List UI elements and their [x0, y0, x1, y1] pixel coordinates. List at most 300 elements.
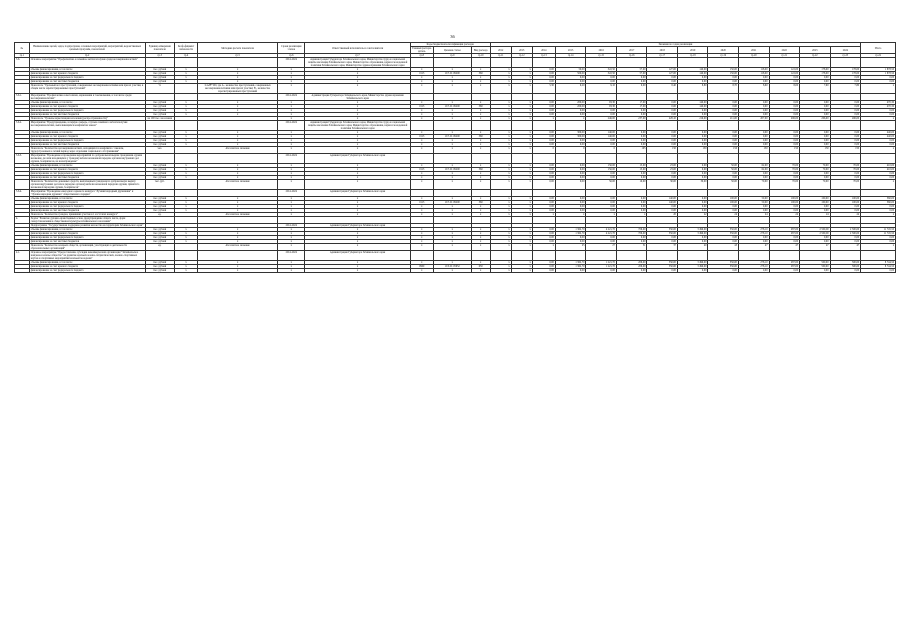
row-year-value: x: [616, 213, 647, 217]
row-year-value: 1 362,70: [555, 228, 586, 232]
row-year-value: [586, 217, 617, 224]
row-budget-gr: 0113: [410, 135, 433, 139]
row-coef: [174, 58, 197, 68]
row-year-value: 0,00: [532, 269, 555, 273]
row-year-value: 0,00: [532, 101, 555, 105]
row-year-value: 70,00: [769, 180, 800, 190]
row-year-value: 50,00: [738, 197, 769, 201]
row-budget-vr: x: [471, 143, 490, 147]
row-year-value: [800, 121, 831, 131]
row-unit: тыс. рублей: [145, 240, 174, 244]
row-year-value: 0,00: [616, 139, 647, 143]
row-budget-cs: [433, 94, 471, 101]
row-year-value: [830, 94, 861, 101]
row-year-value: 0,00: [532, 205, 555, 209]
row-year-value: 0,00: [647, 209, 678, 213]
row-year-value: 0,00: [555, 205, 586, 209]
row-year-value: [511, 58, 532, 68]
row-year-value: 322,50: [586, 68, 617, 72]
row-year-value: [800, 94, 831, 101]
row-year-value: [532, 121, 555, 131]
row-year-value: 500,00: [830, 265, 861, 269]
row-period: x: [278, 228, 305, 232]
row-year-value: 62,00: [738, 168, 769, 172]
row-year-value: 0,00: [532, 201, 555, 205]
row-year-value: 0,00: [586, 236, 617, 240]
row-year-value: 207,00: [738, 117, 769, 121]
row-executor: Администрация Губернатора Забайкальского края, Министерство здравоохранения Забайкальского края: [305, 94, 410, 101]
row-unit: тыс. рублей: [145, 164, 174, 168]
row-budget-gr: x: [410, 205, 433, 209]
column-number: гр.5: [198, 54, 278, 58]
row-year-value: 0,00: [647, 143, 678, 147]
table-row: [15, 121, 896, 131]
row-method: x: [198, 236, 278, 240]
row-year-value: 50,00: [738, 201, 769, 205]
row-year-value: 0,00: [586, 113, 617, 117]
row-year-value: 0,00: [830, 139, 861, 143]
row-coef: x: [174, 232, 197, 236]
row-year-value: 0,00: [616, 80, 647, 84]
row-year-value: [738, 154, 769, 164]
row-year-value: 0,00: [555, 197, 586, 201]
row-year-value: 3 499,00: [677, 228, 708, 232]
row-budget-vr: x: [471, 228, 490, 232]
row-number: [15, 244, 30, 251]
row-year-value: 0,00: [647, 80, 678, 84]
row-year-value: 0,00: [708, 80, 739, 84]
row-unit: тыс. рублей: [145, 135, 174, 139]
row-year-value: 2 500,00: [800, 228, 831, 232]
row-total: 0,00: [861, 236, 896, 240]
row-year-value: 350,00: [708, 265, 739, 269]
row-budget-cs: x: [433, 197, 471, 201]
row-year-value: 0,00: [708, 172, 739, 176]
row-budget-vr: x: [471, 84, 490, 94]
column-number: гр.21: [769, 54, 800, 58]
row-year-value: 140,00: [586, 135, 617, 139]
row-name: Основное мероприятие "Профилактика и семейное неблагополучие среди несовершеннолетних": [29, 58, 145, 68]
column-number: гр.1: [15, 54, 30, 58]
row-total: x: [861, 213, 896, 217]
row-executor: [305, 217, 410, 224]
row-year-value: 0,00: [677, 201, 708, 205]
row-year-value: 500,00: [830, 261, 861, 265]
row-year-value: 0,00: [738, 135, 769, 139]
row-budget-vr: [471, 190, 490, 197]
year-header: 2021: [738, 47, 769, 54]
row-year-value: 93,30: [586, 101, 617, 105]
row-year-value: 50,00: [586, 180, 617, 190]
row-name: финансирование за счет федерального бюджета: [29, 269, 145, 273]
row-executor: x: [305, 228, 410, 232]
row-year-value: 0,00: [708, 105, 739, 109]
row-year-value: [616, 190, 647, 197]
row-year-value: 0,00: [738, 269, 769, 273]
row-total: 8 744,50: [861, 265, 896, 269]
row-year-value: 0,00: [769, 205, 800, 209]
row-period: x: [278, 244, 305, 251]
row-year-value: 0,00: [769, 105, 800, 109]
row-method: [198, 190, 278, 197]
row-coef: x: [174, 101, 197, 105]
row-name: финансирование за счет краевого бюджета: [29, 265, 145, 269]
row-year-value: x: [490, 135, 511, 139]
row-budget-gr: [410, 121, 433, 131]
row-year-value: x: [511, 240, 532, 244]
row-year-value: 0,00: [616, 109, 647, 113]
row-year-value: 0,00: [800, 109, 831, 113]
row-total: 11 745,50: [861, 228, 896, 232]
row-executor: x: [305, 269, 410, 273]
row-year-value: [708, 251, 739, 261]
row-year-value: [647, 251, 678, 261]
row-year-value: [800, 217, 831, 224]
row-year-value: x: [490, 209, 511, 213]
row-year-value: [511, 121, 532, 131]
row-executor: x: [305, 84, 410, 94]
row-year-value: 0,00: [738, 113, 769, 117]
row-year-value: 706,00: [616, 232, 647, 236]
row-year-value: 47: [830, 244, 861, 251]
row-year-value: 178,00: [830, 72, 861, 76]
row-budget-vr: [471, 58, 490, 68]
row-unit: ед.: [145, 213, 174, 217]
row-year-value: 70,00: [800, 180, 831, 190]
row-coef: [174, 190, 197, 197]
row-method: x: [198, 269, 278, 273]
row-budget-vr: 360: [471, 168, 490, 172]
row-year-value: [708, 94, 739, 101]
row-year-value: 30,00: [677, 180, 708, 190]
row-year-value: x: [511, 244, 532, 251]
row-year-value: 0,00: [830, 143, 861, 147]
row-coef: x: [174, 109, 197, 113]
row-year-value: 0,00: [769, 76, 800, 80]
row-period: [278, 217, 305, 224]
row-period: x: [278, 168, 305, 172]
row-year-value: [490, 121, 511, 131]
row-coef: x: [174, 261, 197, 265]
row-total: 0,00: [861, 205, 896, 209]
row-year-value: 278,10: [738, 261, 769, 265]
row-budget-vr: 360: [471, 201, 490, 205]
row-budget-gr: x: [410, 143, 433, 147]
row-year-value: 0,00: [830, 172, 861, 176]
row-number: [15, 180, 30, 190]
row-year-value: 93,30: [586, 105, 617, 109]
row-coef: x: [174, 105, 197, 109]
row-year-value: [647, 94, 678, 101]
row-unit: тыс. рублей: [145, 131, 174, 135]
row-coef: x: [174, 143, 197, 147]
row-coef: x: [174, 197, 197, 201]
row-year-value: 0,00: [532, 80, 555, 84]
row-year-value: [769, 217, 800, 224]
row-year-value: 0,00: [800, 131, 831, 135]
row-period: x: [278, 176, 305, 180]
row-budget-gr: x: [410, 213, 433, 217]
row-year-value: [738, 58, 769, 68]
row-total: x: [861, 117, 896, 121]
row-budget-vr: x: [471, 176, 490, 180]
row-year-value: x: [490, 168, 511, 172]
row-budget-gr: x: [410, 240, 433, 244]
row-total: 0,00: [861, 209, 896, 213]
row-executor: x: [305, 101, 410, 105]
row-unit: [145, 190, 174, 197]
row-year-value: 228,10: [647, 117, 678, 121]
row-year-value: 0,00: [586, 76, 617, 80]
row-budget-cs: x: [433, 213, 471, 217]
row-year-value: x: [490, 228, 511, 232]
row-year-value: [830, 154, 861, 164]
row-year-value: [616, 154, 647, 164]
row-year-value: 0,00: [616, 201, 647, 205]
row-year-value: 300,00: [555, 135, 586, 139]
row-year-value: x: [511, 117, 532, 121]
row-year-value: 70,00: [830, 168, 861, 172]
row-year-value: [555, 94, 586, 101]
row-budget-gr: x: [410, 244, 433, 251]
row-total: [861, 190, 896, 197]
row-period: x: [278, 172, 305, 176]
row-budget-vr: x: [471, 76, 490, 80]
row-year-value: 150: [769, 147, 800, 154]
row-budget-gr: x: [410, 164, 433, 168]
table-row: [15, 84, 896, 94]
row-period: x: [278, 84, 305, 94]
row-method: x: [198, 164, 278, 168]
row-total: 1 878,50: [861, 72, 896, 76]
row-number: 4.1.: [15, 251, 30, 261]
row-year-value: 0,00: [555, 236, 586, 240]
row-year-value: x: [511, 172, 532, 176]
row-year-value: [490, 251, 511, 261]
row-number: [15, 147, 30, 154]
col-method-header: Методика расчета показателя: [198, 43, 278, 54]
row-year-value: x: [490, 172, 511, 176]
row-year-value: 0,00: [677, 131, 708, 135]
row-name: финансирование за счет федерального бюджета: [29, 139, 145, 143]
row-year-value: 1 362,70: [555, 265, 586, 269]
row-year-value: 287,00: [769, 261, 800, 265]
row-total: x: [861, 180, 896, 190]
row-year-value: 0,00: [708, 113, 739, 117]
row-total: 440,00: [861, 131, 896, 135]
row-executor: x: [305, 117, 410, 121]
row-year-value: [647, 58, 678, 68]
row-year-value: x: [490, 113, 511, 117]
row-period: x: [278, 80, 305, 84]
row-number: 3.6.: [15, 58, 30, 68]
row-year-value: 0,00: [708, 101, 739, 105]
row-total: [861, 121, 896, 131]
row-year-value: 0,00: [555, 139, 586, 143]
row-name: Показатель "Количество денежных средств, выплаченных гражданам за добровольную выдачу органам внутренних дел или к передаче органам) мебели незаконной передачи оружия, принятого незаконной передачи оружия, боеприпасов": [29, 180, 145, 190]
row-year-value: 150,00: [708, 68, 739, 72]
row-executor: x: [305, 72, 410, 76]
row-coef: x: [174, 164, 197, 168]
row-method: x: [198, 80, 278, 84]
row-year-value: [647, 190, 678, 197]
row-year-value: x: [490, 261, 511, 265]
row-period: x: [278, 261, 305, 265]
row-period: x: [278, 240, 305, 244]
row-method: x: [198, 105, 278, 109]
row-year-value: [555, 154, 586, 164]
row-year-value: 0,00: [647, 131, 678, 135]
row-name: Мероприятие "Предупреждение, в первую очередь, случаев семейного неблагополучия несовершеннолетних, выполняющихся конфликтом закона": [29, 121, 145, 131]
row-year-value: 0,00: [555, 164, 586, 168]
row-unit: ед.: [145, 244, 174, 251]
program-table: [14, 42, 896, 273]
row-budget-vr: x: [471, 209, 490, 213]
row-year-value: [769, 251, 800, 261]
column-number: гр.19: [708, 54, 739, 58]
row-year-value: x: [586, 213, 617, 217]
col-period-header: Сроки реализации этапов: [278, 43, 305, 54]
row-coef: x: [174, 176, 197, 180]
row-year-value: [511, 190, 532, 197]
row-year-value: x: [511, 197, 532, 201]
row-budget-gr: x: [410, 109, 433, 113]
row-executor: x: [305, 236, 410, 240]
row-year-value: 62,00: [738, 164, 769, 168]
budget-codes-header: Коды бюджетной классификации расходов: [410, 43, 490, 47]
row-year-value: 0,00: [800, 113, 831, 117]
row-year-value: x: [490, 68, 511, 72]
row-period: x: [278, 236, 305, 240]
row-year-value: 206,00: [616, 265, 647, 269]
row-year-value: 0,00: [677, 135, 708, 139]
row-budget-gr: x: [410, 147, 433, 154]
row-year-value: 0: [555, 147, 586, 154]
row-year-value: 122,00: [769, 72, 800, 76]
table-row: [15, 154, 896, 164]
row-year-value: 0,00: [830, 135, 861, 139]
row-year-value: 178,00: [830, 68, 861, 72]
row-coef: x: [174, 172, 197, 176]
row-budget-gr: [410, 217, 433, 224]
row-year-value: x: [511, 131, 532, 135]
row-budget-cs: x: [433, 84, 471, 94]
row-year-value: 278,10: [738, 228, 769, 232]
row-year-value: 0,00: [769, 113, 800, 117]
row-year-value: 9,10: [586, 84, 617, 94]
row-year-value: 15,00: [616, 164, 647, 168]
row-year-value: 8,70: [708, 84, 739, 94]
row-year-value: 0,00: [532, 209, 555, 213]
row-total: 410,00: [861, 168, 896, 172]
row-method: x: [198, 101, 278, 105]
row-budget-vr: x: [471, 213, 490, 217]
table-body: [15, 58, 896, 273]
row-total: 360,00: [861, 197, 896, 201]
row-budget-vr: x: [471, 113, 490, 117]
row-year-value: [708, 154, 739, 164]
row-year-value: 0,00: [586, 269, 617, 273]
row-executor: x: [305, 105, 410, 109]
row-unit: тыс. рублей: [145, 236, 174, 240]
row-year-value: [677, 190, 708, 197]
row-budget-vr: x: [471, 80, 490, 84]
row-budget-vr: x: [471, 240, 490, 244]
row-executor: x: [305, 232, 410, 236]
row-year-value: 0,00: [586, 172, 617, 176]
row-budget-cs: x: [433, 76, 471, 80]
row-year-value: 122,00: [769, 68, 800, 72]
row-year-value: [800, 58, 831, 68]
row-year-value: x: [490, 105, 511, 109]
row-budget-cs: x: [433, 209, 471, 213]
row-year-value: 0,00: [555, 80, 586, 84]
row-unit: тыс. рублей: [145, 261, 174, 265]
row-year-value: 0,00: [738, 105, 769, 109]
page-number: 36: [450, 34, 455, 39]
row-year-value: 0,00: [738, 176, 769, 180]
row-year-value: 206,00: [616, 261, 647, 265]
row-year-value: 0,00: [532, 139, 555, 143]
row-budget-gr: x: [410, 139, 433, 143]
row-year-value: 0,00: [532, 180, 555, 190]
row-year-value: x: [511, 80, 532, 84]
row-year-value: [586, 94, 617, 101]
row-period: x: [278, 205, 305, 209]
row-name: Показатель "Количество несовершеннолетних, находящихся в конфликте с законом, трудоустроенных в летний период через отделения социального обслуживания": [29, 147, 145, 154]
row-year-value: 0,00: [708, 236, 739, 240]
row-name: финансирование за счет местных бюджетов: [29, 176, 145, 180]
row-executor: x: [305, 213, 410, 217]
row-period: x: [278, 101, 305, 105]
column-number: гр.22: [800, 54, 831, 58]
row-year-value: [830, 190, 861, 197]
row-executor: Администрация Губернатора Забайкальского края, Министерство труда и социальной защиты населения Забайкальского края, Министерство образования, науки и молодежной политики Забайкальского края, Министерство здравоохранения Забайкальского края: [305, 58, 410, 68]
row-budget-gr: x: [410, 131, 433, 135]
row-budget-vr: x: [471, 261, 490, 265]
row-year-value: 0,00: [738, 101, 769, 105]
row-year-value: 0,00: [677, 139, 708, 143]
row-year-value: 30,00: [647, 180, 678, 190]
row-year-value: 322,50: [586, 72, 617, 76]
row-name: финансирование за счет федерального бюджета: [29, 172, 145, 176]
row-coef: x: [174, 113, 197, 117]
row-total: 0,00: [861, 76, 896, 80]
row-year-value: 0,00: [677, 197, 708, 201]
row-budget-cs: x: [433, 109, 471, 113]
row-year-value: x: [511, 68, 532, 72]
row-method: x: [198, 209, 278, 213]
row-method: Абсолютное значение: [198, 180, 278, 190]
row-budget-cs: [433, 251, 471, 261]
row-year-value: 0,00: [769, 269, 800, 273]
row-year-value: 0,00: [677, 80, 708, 84]
row-coef: [174, 180, 197, 190]
row-year-value: 0,00: [800, 76, 831, 80]
row-year-value: 0,00: [708, 176, 739, 180]
row-method: x: [198, 135, 278, 139]
row-budget-gr: x: [410, 197, 433, 201]
row-year-value: 0,00: [738, 240, 769, 244]
row-year-value: x: [490, 201, 511, 205]
row-budget-vr: 360: [471, 105, 490, 109]
row-year-value: 0,00: [532, 232, 555, 236]
row-year-value: x: [511, 201, 532, 205]
row-year-value: [586, 121, 617, 131]
row-year-value: x: [490, 232, 511, 236]
row-coef: x: [174, 209, 197, 213]
row-year-value: [532, 251, 555, 261]
